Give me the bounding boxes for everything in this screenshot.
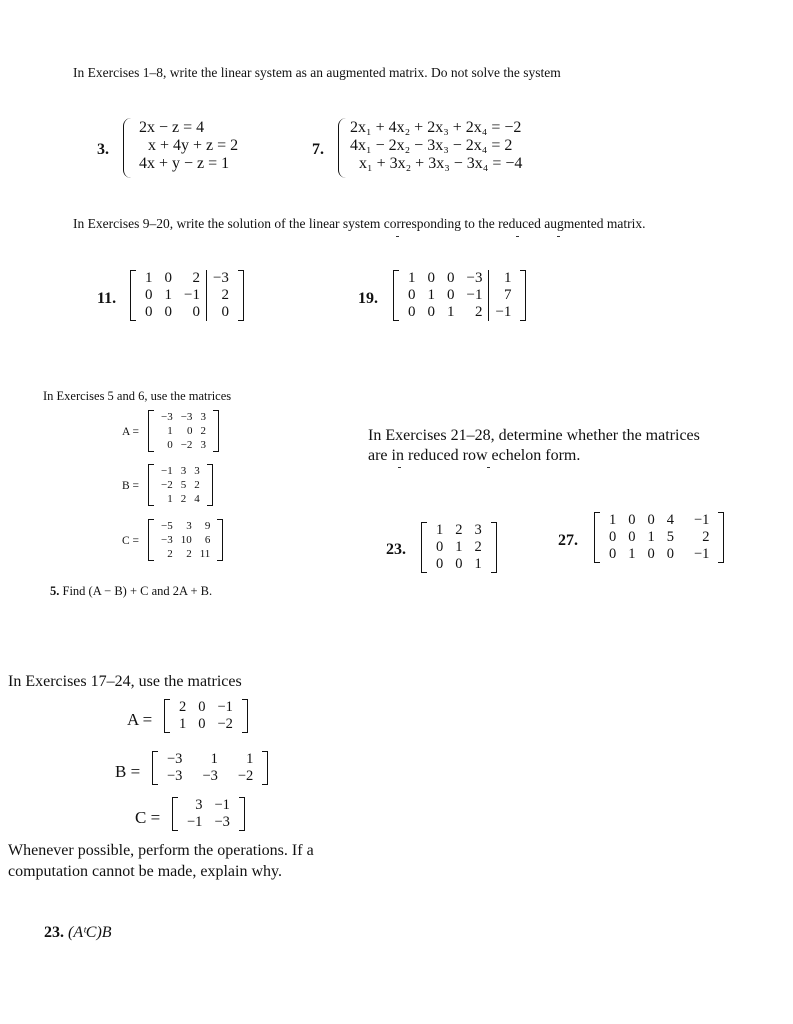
matrix-row [157, 424, 210, 438]
matrix-row [157, 492, 204, 506]
matrix-row [402, 270, 517, 287]
exercise-27-number: 27. [558, 532, 578, 549]
matrix-cell: 9 [204, 520, 211, 532]
matrix-cell: 2 [194, 479, 200, 491]
matrix-cell: 0 [198, 716, 206, 732]
matrix-cell: 1 [210, 751, 218, 767]
matrix-cell: −1 [184, 287, 200, 303]
matrix-cell: 1 [145, 270, 153, 286]
matrix-b [148, 464, 213, 506]
matrix-row [430, 522, 488, 539]
matrix-cell: 0 [167, 439, 173, 451]
matrix-cell: 0 [628, 529, 636, 545]
matrix-cell: −1 [214, 797, 230, 813]
exercise-19-matrix [393, 270, 526, 321]
matrix-cell: 1 [408, 270, 416, 286]
exercise-19-number: 19. [358, 290, 378, 307]
section1-heading: In Exercises 1–8, write the linear system as an augmented matrix. Do not solve the system [73, 65, 561, 80]
matrix-cell: 1 [647, 529, 655, 545]
exercise-11-matrix [130, 270, 244, 321]
matrix-cell: 2 [206, 287, 234, 304]
matrix-cell: −2 [217, 716, 233, 732]
matrix-cell: 0 [164, 270, 172, 286]
matrix-cell: 2 [180, 493, 187, 505]
matrix-cell: 0 [198, 699, 206, 715]
matrix-cell: 1 [489, 270, 517, 287]
matrix-cell: 3 [180, 465, 187, 477]
matrix-cell: 2 [167, 548, 173, 560]
matrix-cell: 1 [167, 493, 173, 505]
exercise-3-system [139, 119, 238, 173]
matrix-cell: −1 [694, 546, 710, 562]
matrix-row [181, 814, 236, 831]
matrix-row [603, 512, 715, 529]
matrix-cell: 0 [408, 304, 416, 320]
matrix-cell: 1 [167, 425, 173, 437]
section3-heading: In Exercises 5 and 6, use the matrices [43, 389, 232, 403]
scan-artifact [398, 467, 401, 468]
matrix-cell: 1 [427, 287, 435, 303]
matrix-cell: 0 [455, 556, 463, 572]
matrix-cell: 0 [609, 546, 617, 562]
matrix-cell: 1 [609, 512, 617, 528]
exercise-7-line-3: x₁ + 3x₂ + 3x₃ − 3x₄ = −4 [359, 155, 523, 172]
matrix-cell: 0 [427, 270, 435, 286]
matrix-cell: 1 [474, 556, 482, 572]
matrix-cell: −1 [489, 304, 517, 321]
matrix-cell: 2 [474, 304, 483, 320]
exercise-23-number: 23. [386, 541, 406, 558]
matrix-row [157, 547, 214, 561]
matrix-cell: −3 [167, 768, 183, 784]
matrix-cell: −1 [161, 465, 173, 477]
matrix-cell: 2 [200, 425, 206, 437]
matrix-cell: −5 [161, 520, 173, 532]
matrix-cell: −1 [466, 287, 483, 303]
matrix-cell: 0 [436, 556, 444, 572]
matrix-cell: −2 [161, 479, 173, 491]
matrix-cell: 4 [194, 493, 200, 505]
exercise-23-matrix [421, 522, 497, 573]
matrix-row [603, 546, 715, 563]
exercise-7-brace [338, 118, 349, 178]
matrix-row [402, 304, 517, 321]
exercise-5 [50, 584, 212, 599]
matrix-cell: 3 [186, 520, 192, 532]
matrix-cell: 1 [179, 716, 187, 732]
matrix-cell: 3 [195, 797, 203, 813]
matrix-row [402, 287, 517, 304]
matrix-b2 [152, 751, 268, 785]
matrix-row [430, 539, 488, 556]
exercise-23b [44, 924, 112, 942]
matrix-cell: 0 [192, 304, 200, 320]
exercise-3-line-1: 2x − z = 4 [139, 119, 205, 136]
matrix-cell: 2 [455, 522, 463, 538]
matrix-cell: 0 [145, 304, 153, 320]
matrix-row [157, 519, 214, 533]
matrix-cell: 0 [647, 512, 655, 528]
matrix-cell: −3 [202, 768, 218, 784]
matrix-a [148, 410, 219, 452]
matrix-a2-label: A = [127, 710, 153, 729]
exercise-7-line-2: 4x₁ − 2x₂ − 3x₃ − 2x₄ = 2 [350, 137, 513, 154]
scan-artifact [516, 236, 519, 237]
matrix-row [139, 270, 235, 287]
matrix-cell: 0 [206, 304, 234, 321]
matrix-cell: 4 [666, 512, 674, 528]
matrix-cell: 1 [436, 522, 444, 538]
matrix-cell: 2 [474, 539, 482, 555]
matrix-c2 [172, 797, 245, 831]
matrix-row [181, 797, 236, 814]
matrix-cell: 0 [647, 546, 655, 562]
exercise-7-system [350, 119, 522, 173]
matrix-a2 [164, 699, 248, 733]
matrix-cell: 0 [609, 529, 617, 545]
exercise-3-number: 3. [97, 141, 109, 158]
matrix-cell: 1 [455, 539, 463, 555]
scan-artifact [557, 236, 560, 237]
section2-heading: In Exercises 9–20, write the solution of the linear system corresponding to the reduced augmented matrix. [73, 216, 646, 231]
exercise-7-line-1: 2x₁ + 4x₂ + 2x₃ + 2x₄ = −2 [350, 119, 522, 136]
matrix-cell: 3 [200, 411, 206, 423]
matrix-row [139, 304, 235, 321]
matrix-cell: −3 [167, 751, 183, 767]
matrix-cell: 1 [246, 751, 254, 767]
matrix-cell: 0 [628, 512, 636, 528]
matrix-cell: 3 [474, 522, 482, 538]
matrix-cell: 2 [192, 270, 200, 286]
matrix-cell: 2 [702, 529, 710, 545]
exercise-3-line-2: x + 4y + z = 2 [148, 137, 239, 154]
exercise-3-line-3: 4x + y − z = 1 [139, 155, 230, 172]
matrix-cell: 0 [427, 304, 435, 320]
matrix-cell: 1 [164, 287, 172, 303]
matrix-cell: 1 [447, 304, 455, 320]
matrix-cell: 0 [164, 304, 172, 320]
matrix-cell: −3 [206, 270, 234, 287]
matrix-cell: −1 [187, 814, 203, 830]
matrix-row [161, 751, 259, 768]
matrix-c-label: C = [122, 535, 140, 547]
matrix-cell: 2 [186, 548, 192, 560]
matrix-cell: −3 [180, 411, 193, 423]
matrix-c2-label: C = [135, 808, 161, 827]
exercise-23b-text: (AᵗC)B [68, 924, 112, 941]
matrix-cell: 7 [489, 287, 517, 304]
matrix-cell: 6 [204, 534, 211, 546]
matrix-row [603, 529, 715, 546]
matrix-cell: 3 [194, 465, 200, 477]
matrix-cell: −2 [237, 768, 254, 784]
exercise-27-matrix [594, 512, 724, 563]
matrix-cell: −2 [180, 439, 193, 451]
matrix-row [161, 768, 259, 785]
matrix-cell: −1 [217, 699, 233, 715]
matrix-cell: 0 [408, 287, 416, 303]
exercise-5-number: 5. [50, 584, 60, 598]
matrix-cell: −3 [161, 534, 173, 546]
section5-instruction-line-2: computation cannot be made, explain why. [8, 863, 282, 880]
matrix-cell: 5 [666, 529, 674, 545]
exercise-7-number: 7. [312, 141, 324, 158]
matrix-row [173, 699, 239, 716]
exercise-11-number: 11. [97, 290, 117, 307]
matrix-row [157, 478, 204, 492]
section5-heading: In Exercises 17–24, use the matrices [8, 673, 242, 690]
scan-artifact [396, 236, 399, 237]
matrix-cell: −3 [214, 814, 230, 830]
matrix-cell: 11 [199, 548, 211, 560]
section4-heading-line-2: are in reduced row echelon form. [368, 447, 581, 464]
matrix-row [157, 533, 214, 547]
section4-heading-line-1: In Exercises 21–28, determine whether the matrices [368, 427, 700, 444]
matrix-cell: 2 [179, 699, 187, 715]
matrix-cell: 1 [628, 546, 636, 562]
matrix-cell: −1 [694, 512, 710, 528]
matrix-cell: 3 [200, 439, 206, 451]
exercise-3-brace [123, 118, 134, 178]
matrix-row [157, 464, 204, 478]
matrix-row [430, 556, 488, 573]
matrix-row [173, 716, 239, 733]
section4-heading [368, 426, 700, 466]
matrix-c [148, 519, 223, 561]
section5-instruction [8, 840, 314, 882]
matrix-cell: 0 [447, 270, 455, 286]
matrix-b-label: B = [122, 480, 140, 492]
matrix-cell: −3 [466, 270, 483, 286]
matrix-cell: 0 [666, 546, 674, 562]
matrix-b2-label: B = [115, 762, 141, 781]
exercise-5-text: Find (A − B) + C and 2A + B. [62, 584, 213, 598]
matrix-row [157, 410, 210, 424]
matrix-cell: 0 [186, 425, 193, 437]
matrix-cell: 0 [145, 287, 153, 303]
matrix-row [157, 438, 210, 452]
matrix-cell: 0 [447, 287, 455, 303]
scan-artifact [487, 467, 490, 468]
section5-instruction-line-1: Whenever possible, perform the operations. If a [8, 842, 314, 859]
matrix-cell: 5 [180, 479, 187, 491]
matrix-row [139, 287, 235, 304]
matrix-cell: 0 [436, 539, 444, 555]
matrix-cell: −3 [161, 411, 173, 423]
exercise-23b-number: 23. [44, 924, 64, 941]
matrix-a-label: A = [122, 426, 140, 438]
matrix-cell: 10 [180, 534, 192, 546]
